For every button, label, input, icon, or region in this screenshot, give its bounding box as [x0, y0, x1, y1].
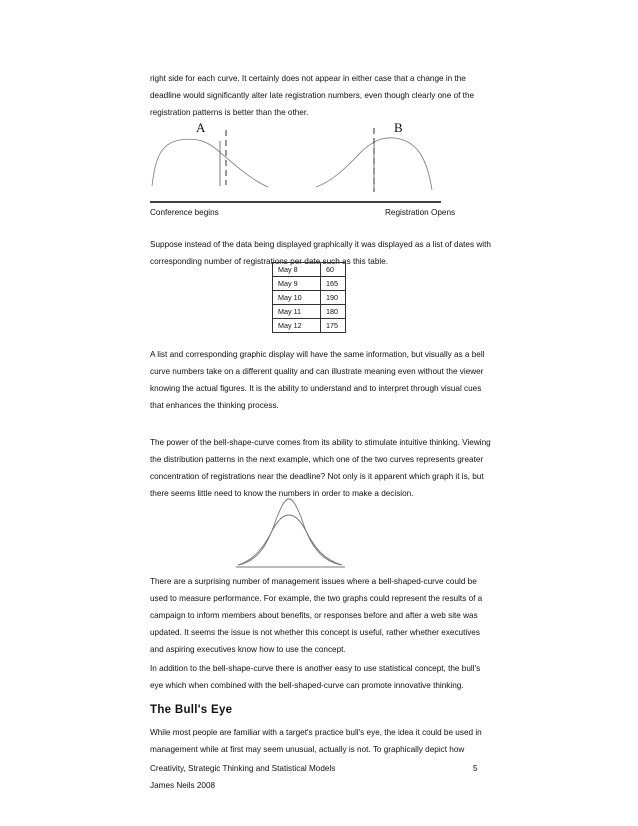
table-cell-date: May 12 — [273, 319, 321, 333]
paragraph-table-intro: Suppose instead of the data being displayed graphically it was displayed as a list of dates with corresponding number of registrations per date such as this table. — [150, 240, 491, 266]
section-heading: The Bull's Eye — [150, 704, 233, 716]
table-cell-date: May 10 — [273, 291, 321, 305]
table-cell-count: 180 — [321, 305, 346, 319]
footer-title: Creativity, Strategic Thinking and Statistical Models — [150, 764, 336, 773]
curve-a-label: A — [196, 120, 206, 135]
page-number: 5 — [473, 764, 478, 773]
table-row — [273, 291, 346, 305]
table-row — [273, 319, 346, 333]
bell-curve-wide — [238, 515, 342, 565]
paragraph-curve-comparison: right side for each curve. It certainly does not appear in either case that a change in the deadline would significantly alter late registration numbers, even though clearly one of the registration patterns is better than the other. — [150, 74, 475, 117]
curve-a — [152, 139, 268, 187]
table-cell-date: May 11 — [273, 305, 321, 319]
table-cell-count: 60 — [321, 263, 346, 277]
curve-b-label: B — [394, 120, 403, 135]
paragraph-bulls-eye-intro: In addition to the bell-shape-curve there is another easy to use statistical concept, the bull's eye which when combined with the bell-shaped-curve can promote innovative thinking. — [150, 664, 481, 690]
bell-curve-narrow — [238, 499, 342, 565]
table-cell-count: 190 — [321, 291, 346, 305]
paragraph-bulls-eye: While most people are familiar with a target's practice bull's eye, the idea it could be used in management while at first may seem unusual, actually is not. To graphically depict how — [150, 728, 482, 754]
paragraph-management-issues: There are a surprising number of management issues where a bell-shaped-curve could be used to measure performance. For example, the two graphs could represent the results of a campaign to inform members about benefits, or responses before and after a web site was updated. It seems the issue is not whether this concept is useful, rather whether executives and aspiring executives know how to use the concept. — [150, 577, 483, 654]
table-row — [273, 305, 346, 319]
table-row — [273, 277, 346, 291]
axis-label-conference-begins: Conference begins — [150, 208, 219, 217]
table-cell-date: May 8 — [273, 263, 321, 277]
axis-label-registration-opens: Registration Opens — [385, 208, 456, 217]
paragraph-list-vs-graphic: A list and corresponding graphic display will have the same information, but visually as a bell curve numbers take on a different quality and can illustrate meaning even without the viewer knowing the actual figures. It is the ability to understand and to interpret through visual cues that enhances the thinking process. — [150, 350, 485, 410]
footer-author: James Neils 2008 — [150, 781, 216, 790]
table-cell-count: 175 — [321, 319, 346, 333]
paragraph-bell-curve-power: The power of the bell-shape-curve comes from its ability to stimulate intuitive thinking. Viewing the distribution patterns in the next example, which one of the two curves represents greater concentration of registrations near the deadline? Not only is it apparent which graph it is, but there seems little need to know the numbers in order to make a decision. — [150, 438, 491, 498]
table-cell-date: May 9 — [273, 277, 321, 291]
table-row — [273, 263, 346, 277]
registrations-table — [272, 262, 346, 333]
table-cell-count: 165 — [321, 277, 346, 291]
